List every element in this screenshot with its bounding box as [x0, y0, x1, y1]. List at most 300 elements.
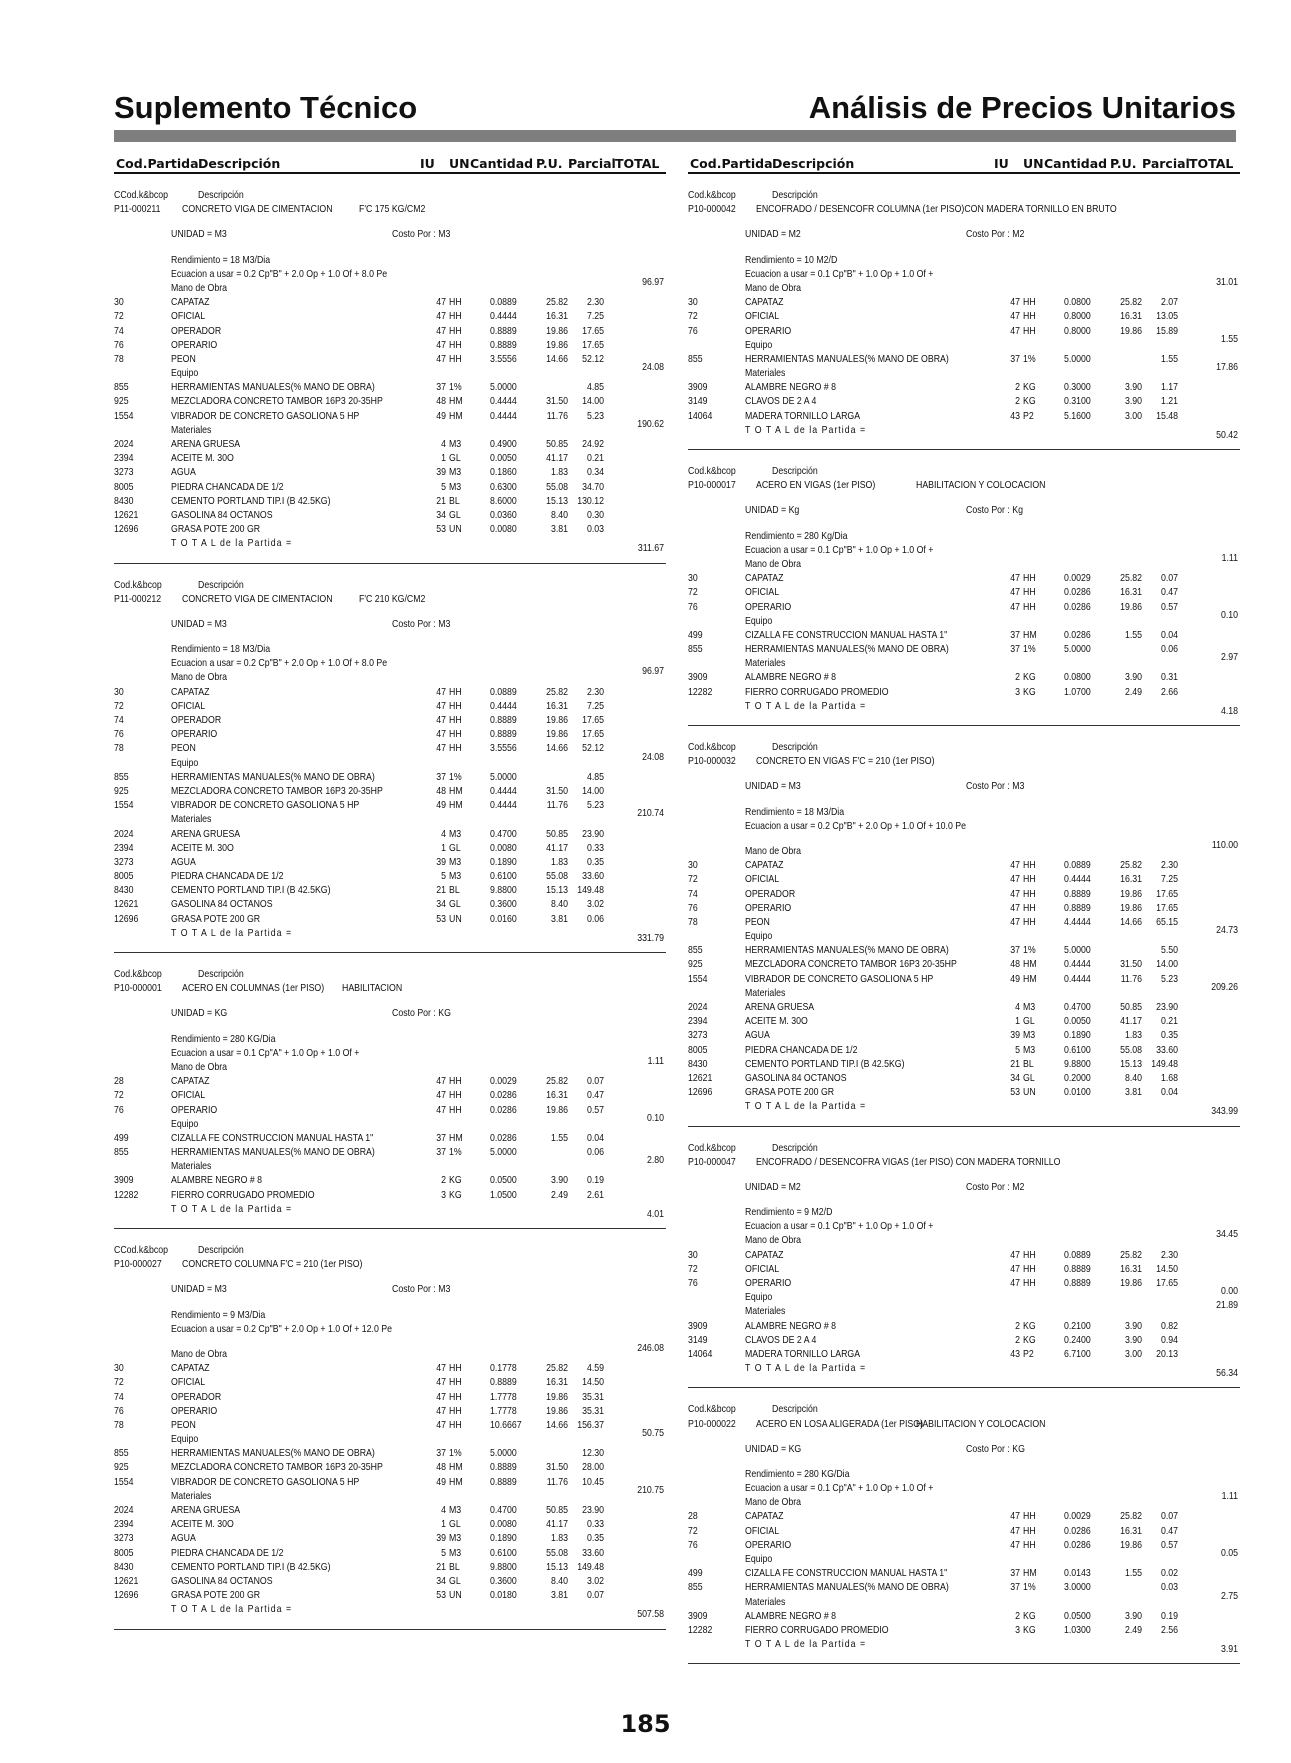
item-row — [688, 310, 1240, 324]
item-quantity: 5.0000 — [490, 771, 517, 783]
item-iu: 39 — [436, 467, 446, 479]
item-row — [688, 973, 1240, 987]
item-row — [114, 898, 666, 912]
item-iu: 49 — [436, 410, 446, 422]
item-code: 14064 — [688, 1348, 713, 1360]
partida-name: ACERO EN COLUMNAS (1er PISO) — [182, 983, 325, 995]
item-quantity: 0.8889 — [490, 1462, 517, 1474]
item-description: PIEDRA CHANCADA DE 1/2 — [171, 871, 284, 883]
item-row — [114, 1476, 666, 1490]
total-row — [114, 1603, 666, 1621]
partida-title-row — [114, 982, 666, 996]
item-quantity: 0.4444 — [490, 700, 517, 712]
item-unit: 1% — [449, 1147, 462, 1159]
left-column — [114, 148, 666, 1630]
ecuacion: Ecuacion a usar = 0.1 Cp"A" + 1.0 Op + 1.0 Of + — [745, 1483, 934, 1495]
item-partial: 10.45 — [582, 1476, 604, 1488]
item-description: VIBRADOR DE CONCRETO GASOLIONA 5 HP — [171, 410, 360, 422]
item-code: 28 — [114, 1076, 124, 1088]
item-unit-price: 55.08 — [1120, 1044, 1142, 1056]
item-iu: 48 — [436, 1462, 446, 1474]
item-code: 3273 — [114, 1533, 134, 1545]
item-description: CAPATAZ — [171, 1076, 210, 1088]
item-partial: 0.57 — [1160, 1539, 1178, 1551]
item-iu: 21 — [436, 1561, 446, 1573]
item-description: PIEDRA CHANCADA DE 1/2 — [171, 1547, 284, 1559]
total-row — [114, 537, 666, 555]
item-code: 499 — [688, 1568, 703, 1580]
item-code: 3909 — [688, 672, 708, 684]
group-header-row — [688, 276, 1240, 296]
item-unit-price: 16.31 — [1120, 1525, 1142, 1537]
item-description: OPERARIO — [171, 729, 218, 741]
right-column — [688, 148, 1240, 1664]
item-row — [114, 509, 666, 523]
group-header-row — [114, 276, 666, 296]
rendimiento: Rendimiento = 18 M3/Dia — [171, 254, 271, 266]
item-description: CEMENTO PORTLAND TIP.I (B 42.5KG) — [745, 1058, 905, 1070]
item-unit: HH — [449, 1104, 462, 1116]
partida-label-row — [114, 579, 666, 593]
item-quantity: 0.8889 — [1064, 1278, 1091, 1289]
group-name: Equipo — [171, 1118, 199, 1130]
item-quantity: 0.6100 — [1064, 1044, 1091, 1056]
item-code: 72 — [114, 1090, 124, 1102]
item-unit-price: 41.17 — [1120, 1016, 1142, 1028]
item-quantity: 0.4444 — [1064, 973, 1091, 985]
item-description: ARENA GRUESA — [171, 1505, 241, 1516]
group-name: Mano de Obra — [745, 845, 802, 857]
item-quantity: 0.8889 — [490, 339, 517, 351]
item-row — [114, 495, 666, 509]
item-description: GRASA POTE 200 GR — [171, 913, 261, 925]
unidad-text: UNIDAD = M3 — [171, 229, 227, 241]
item-quantity: 0.0160 — [490, 913, 517, 925]
item-description: HERRAMIENTAS MANUALES(% MANO DE OBRA) — [745, 644, 949, 656]
item-unit: HH — [1023, 888, 1036, 900]
item-description: PEON — [171, 743, 196, 755]
item-iu: 49 — [436, 1476, 446, 1488]
group-name: Materiales — [171, 1490, 212, 1502]
partida-total: 331.79 — [637, 932, 664, 944]
item-unit: GL — [449, 899, 461, 911]
item-row — [114, 325, 666, 339]
col-header-desc: Descripción — [198, 156, 281, 171]
item-unit-price: 25.82 — [1120, 297, 1142, 309]
item-description: GASOLINA 84 OCTANOS — [171, 509, 273, 521]
group-subtotal: 190.62 — [637, 418, 664, 430]
item-partial: 2.66 — [1160, 686, 1178, 698]
item-partial: 15.89 — [1156, 325, 1178, 337]
item-unit: HM — [449, 785, 463, 797]
item-unit: UN — [449, 1590, 462, 1602]
group-header-row — [688, 1286, 1240, 1305]
item-unit-price: 3.90 — [550, 1175, 568, 1187]
item-unit: GL — [1023, 1016, 1035, 1028]
item-unit-price: 3.90 — [1124, 672, 1142, 684]
item-partial: 0.21 — [586, 453, 604, 465]
col-header-un: UN — [1023, 156, 1044, 171]
item-quantity: 0.8889 — [490, 1476, 517, 1488]
spacer — [688, 174, 1240, 189]
item-code: 76 — [688, 601, 698, 613]
item-unit: HM — [449, 410, 463, 422]
item-code: 855 — [688, 945, 703, 957]
item-row — [688, 325, 1240, 339]
col-header-total: TOTAL — [615, 156, 660, 171]
item-code: 855 — [688, 644, 703, 656]
costo-por: Costo Por : M3 — [392, 618, 451, 630]
item-unit: HH — [449, 1363, 462, 1375]
group-header-row — [688, 1590, 1240, 1610]
item-description: ARENA GRUESA — [745, 1002, 815, 1013]
partida-label-row — [688, 189, 1240, 203]
spacer — [114, 1217, 666, 1228]
unidad-row — [688, 1443, 1240, 1457]
item-quantity: 0.8889 — [490, 325, 517, 337]
item-quantity: 0.8889 — [1064, 1263, 1091, 1275]
item-iu: 5 — [441, 481, 446, 493]
partida-total: 4.18 — [1220, 705, 1238, 717]
item-quantity: 0.0180 — [490, 1590, 517, 1602]
group-name: Equipo — [745, 339, 773, 351]
item-code: 76 — [688, 1278, 698, 1289]
item-iu: 47 — [1010, 601, 1020, 613]
item-code: 855 — [114, 771, 129, 783]
total-row — [688, 1362, 1240, 1380]
rendimiento: Rendimiento = 9 M2/D — [745, 1207, 833, 1219]
item-description: HERRAMIENTAS MANUALES(% MANO DE OBRA) — [745, 353, 949, 365]
group-name: Mano de Obra — [745, 558, 802, 570]
group-name: Equipo — [171, 757, 199, 769]
item-row — [688, 671, 1240, 685]
ecuacion-row — [114, 657, 666, 671]
item-code: 30 — [688, 860, 698, 872]
group-header-row — [688, 1548, 1240, 1567]
item-quantity: 9.8800 — [490, 1561, 517, 1573]
item-unit-price: 25.82 — [1120, 1249, 1142, 1261]
item-quantity: 0.3100 — [1064, 396, 1091, 408]
item-quantity: 0.4444 — [490, 800, 517, 812]
item-unit-price: 31.50 — [1120, 959, 1142, 971]
item-row — [114, 296, 666, 310]
item-unit: M3 — [449, 481, 462, 493]
spacer — [114, 1022, 666, 1033]
col-header-desc: Descripción — [772, 156, 855, 171]
item-iu: 21 — [436, 495, 446, 507]
item-code: 30 — [114, 297, 124, 309]
item-iu: 37 — [1010, 945, 1020, 957]
item-description: CLAVOS DE 2 A 4 — [745, 1334, 817, 1346]
partida-total: 50.42 — [1216, 429, 1238, 441]
item-description: CEMENTO PORTLAND TIP.I (B 42.5KG) — [171, 1561, 331, 1573]
item-unit: KG — [1023, 1610, 1036, 1622]
page-number: 185 — [620, 1710, 671, 1738]
group-subtotal: 31.01 — [1216, 276, 1238, 288]
group-name: Materiales — [745, 658, 786, 670]
item-unit-price: 1.83 — [550, 467, 568, 479]
item-iu: 1 — [441, 453, 446, 465]
item-iu: 1 — [1015, 1016, 1020, 1028]
item-quantity: 0.0889 — [1064, 860, 1091, 872]
item-quantity: 0.4444 — [490, 410, 517, 422]
unidad-text: UNIDAD = M3 — [171, 618, 227, 630]
item-partial: 1.68 — [1160, 1072, 1178, 1084]
item-unit-price: 8.40 — [550, 509, 568, 521]
item-unit: BL — [1023, 1058, 1034, 1070]
item-quantity: 5.0000 — [490, 1448, 517, 1460]
item-quantity: 0.4700 — [1064, 1002, 1091, 1013]
item-partial: 4.85 — [586, 382, 604, 394]
item-unit: P2 — [1023, 1348, 1034, 1360]
item-row — [688, 1263, 1240, 1277]
item-unit: HM — [1023, 959, 1037, 971]
item-unit: GL — [449, 842, 461, 854]
item-unit: HH — [449, 729, 462, 741]
item-unit: HH — [449, 311, 462, 323]
item-iu: 4 — [441, 1505, 446, 1516]
item-unit-price: 19.86 — [1120, 601, 1142, 613]
spacer — [114, 243, 666, 254]
group-header-row — [688, 1229, 1240, 1248]
item-partial: 0.06 — [1160, 644, 1178, 656]
item-code: 76 — [688, 325, 698, 337]
item-partial: 0.02 — [1160, 1568, 1178, 1580]
item-description: FIERRO CORRUGADO PROMEDIO — [745, 1624, 889, 1636]
item-unit-price: 19.86 — [546, 325, 568, 337]
item-partial: 7.25 — [586, 311, 604, 323]
item-quantity: 0.0500 — [490, 1175, 517, 1187]
item-unit: HM — [449, 1462, 463, 1474]
item-unit: GL — [449, 509, 461, 521]
item-description: OPERARIO — [745, 1539, 792, 1551]
item-iu: 37 — [436, 1132, 446, 1144]
item-code: 3273 — [114, 856, 134, 868]
item-unit-price: 25.82 — [546, 1076, 568, 1088]
item-row — [688, 916, 1240, 930]
spacer — [114, 174, 666, 189]
item-quantity: 0.1860 — [490, 467, 517, 479]
group-subtotal: 0.10 — [1220, 609, 1238, 621]
item-code: 2024 — [114, 439, 134, 450]
item-iu: 47 — [436, 325, 446, 337]
spacer — [114, 941, 666, 952]
item-code: 72 — [688, 1525, 698, 1537]
rendimiento: Rendimiento = 18 M3/Dia — [171, 644, 271, 656]
item-partial: 3.02 — [586, 899, 604, 911]
unidad-row — [688, 228, 1240, 242]
item-unit: HH — [1023, 297, 1036, 309]
item-partial: 33.60 — [582, 871, 604, 883]
item-partial: 23.90 — [582, 1505, 604, 1516]
item-row — [688, 1334, 1240, 1348]
item-iu: 53 — [436, 524, 446, 536]
item-code: 8005 — [688, 1044, 708, 1056]
item-partial: 35.31 — [582, 1405, 604, 1417]
item-description: OFICIAL — [745, 874, 780, 886]
rendimiento: Rendimiento = 280 KG/Dia — [745, 1468, 850, 1480]
group-name: Materiales — [745, 1306, 786, 1318]
total-row — [688, 700, 1240, 717]
item-row — [114, 1461, 666, 1475]
item-description: ACEITE M. 30O — [745, 1016, 808, 1028]
item-unit: M3 — [449, 439, 462, 450]
item-quantity: 0.3600 — [490, 1575, 517, 1587]
item-code: 12282 — [114, 1189, 139, 1201]
item-unit: HH — [449, 715, 462, 726]
item-unit: HH — [1023, 1539, 1036, 1551]
item-description: ALAMBRE NEGRO # 8 — [745, 672, 837, 684]
item-quantity: 0.4444 — [1064, 959, 1091, 971]
item-quantity: 0.0889 — [1064, 1249, 1091, 1261]
description-label: Descripción — [198, 579, 244, 591]
item-iu: 47 — [1010, 888, 1020, 900]
group-header-row — [688, 839, 1240, 859]
item-unit: 1% — [1023, 945, 1036, 957]
item-unit-price: 11.76 — [546, 410, 568, 422]
item-quantity: 8.6000 — [490, 495, 517, 507]
item-description: GASOLINA 84 OCTANOS — [745, 1072, 847, 1084]
spacer — [114, 552, 666, 563]
item-row — [688, 1510, 1240, 1524]
item-code: 925 — [114, 785, 129, 797]
item-row — [114, 785, 666, 799]
header-title-right: Análisis de Precios Unitarios — [808, 90, 1236, 125]
item-iu: 2 — [1015, 1320, 1020, 1332]
item-unit: HH — [449, 297, 462, 309]
group-name: Materiales — [745, 1596, 786, 1608]
partida-code-label: Cod.k&bcop — [688, 742, 736, 753]
item-partial: 0.47 — [586, 1090, 604, 1102]
item-code: 1554 — [114, 1476, 134, 1488]
item-description: CAPATAZ — [745, 573, 784, 585]
item-description: ARENA GRUESA — [171, 828, 241, 840]
description-label: Descripción — [772, 1142, 818, 1154]
item-iu: 47 — [1010, 1539, 1020, 1551]
group-header-row — [688, 925, 1240, 944]
item-quantity: 0.0889 — [490, 686, 517, 698]
item-quantity: 0.4444 — [1064, 874, 1091, 886]
item-iu: 21 — [436, 885, 446, 897]
item-partial: 2.30 — [586, 686, 604, 698]
item-partial: 1.55 — [1160, 353, 1178, 365]
item-unit-price: 3.90 — [1124, 1610, 1142, 1622]
item-code: 3909 — [688, 1320, 708, 1332]
item-iu: 48 — [1010, 959, 1020, 971]
item-quantity: 0.4700 — [490, 1505, 517, 1516]
item-code: 72 — [688, 587, 698, 599]
item-partial: 0.47 — [1160, 1525, 1178, 1537]
item-quantity: 0.0286 — [490, 1090, 517, 1102]
item-description: CAPATAZ — [171, 1363, 210, 1375]
item-partial: 0.33 — [586, 842, 604, 854]
partida-name: CONCRETO VIGA DE CIMENTACION — [182, 593, 333, 605]
item-unit-price: 2.49 — [1124, 686, 1142, 698]
item-code: 30 — [688, 573, 698, 585]
item-description: OFICIAL — [745, 1263, 780, 1275]
item-iu: 47 — [436, 686, 446, 698]
item-partial: 4.59 — [586, 1363, 604, 1375]
partida-code: P10-000042 — [688, 204, 736, 216]
item-unit-price: 16.31 — [1120, 1263, 1142, 1275]
item-unit-price: 25.82 — [546, 686, 568, 698]
item-iu: 5 — [1015, 1044, 1020, 1056]
page-header — [114, 90, 1236, 130]
item-quantity: 0.0286 — [1064, 587, 1091, 599]
partida-code: P11-000211 — [114, 204, 161, 216]
item-partial: 0.07 — [586, 1590, 604, 1602]
total-label: T O T A L de la Partida = — [171, 1604, 293, 1616]
item-unit: KG — [449, 1175, 462, 1187]
partida-block — [114, 953, 666, 1229]
item-partial: 33.60 — [1156, 1044, 1178, 1056]
item-partial: 4.85 — [586, 771, 604, 783]
group-subtotal: 110.00 — [1211, 839, 1238, 851]
item-description: PIEDRA CHANCADA DE 1/2 — [171, 481, 284, 493]
item-unit: M3 — [1023, 1044, 1036, 1056]
item-row — [688, 1539, 1240, 1553]
item-row — [114, 884, 666, 898]
item-description: HERRAMIENTAS MANUALES(% MANO DE OBRA) — [171, 771, 375, 783]
unidad-row — [114, 618, 666, 632]
group-subtotal: 34.45 — [1216, 1229, 1238, 1241]
item-row — [688, 395, 1240, 409]
group-subtotal: 246.08 — [637, 1342, 664, 1354]
item-description: VIBRADOR DE CONCRETO GASOLIONA 5 HP — [171, 1476, 360, 1488]
rendimiento-row — [114, 643, 666, 657]
item-iu: 3 — [441, 1189, 446, 1201]
item-unit: HH — [1023, 573, 1036, 585]
rendimiento: Rendimiento = 10 M2/D — [745, 254, 838, 266]
partida-block — [688, 726, 1240, 1127]
item-unit: HM — [1023, 973, 1037, 985]
group-subtotal: 17.86 — [1216, 362, 1238, 374]
item-unit-price: 3.00 — [1124, 1348, 1142, 1360]
item-partial: 2.30 — [1160, 1249, 1178, 1261]
group-subtotal: 0.05 — [1220, 1548, 1238, 1559]
item-partial: 14.50 — [582, 1377, 604, 1389]
item-unit: HH — [449, 339, 462, 351]
group-header-row — [688, 981, 1240, 1001]
item-description: OPERARIO — [745, 1278, 792, 1289]
item-unit: HH — [1023, 311, 1036, 323]
item-row — [688, 629, 1240, 643]
item-code: 855 — [114, 1448, 129, 1460]
item-iu: 2 — [1015, 672, 1020, 684]
item-description: OPERARIO — [745, 325, 792, 337]
spacer — [114, 953, 666, 968]
rendimiento: Rendimiento = 280 Kg/Dia — [745, 530, 848, 542]
group-subtotal: 2.75 — [1220, 1590, 1238, 1602]
item-quantity: 5.0000 — [1064, 945, 1091, 957]
item-unit-price: 14.66 — [546, 353, 568, 365]
item-code: 1554 — [114, 410, 134, 422]
item-iu: 21 — [1010, 1058, 1020, 1070]
item-unit-price: 25.82 — [1120, 860, 1142, 872]
item-iu: 43 — [1010, 1348, 1020, 1360]
item-partial: 0.57 — [1160, 601, 1178, 613]
group-header-row — [114, 1155, 666, 1174]
ecuacion: Ecuacion a usar = 0.1 Cp"B" + 1.0 Op + 1.0 Of + — [745, 268, 934, 280]
group-name: Mano de Obra — [171, 672, 228, 684]
col-header-pu: P.U. — [536, 156, 563, 171]
item-iu: 47 — [436, 715, 446, 726]
item-description: CEMENTO PORTLAND TIP.I (B 42.5KG) — [171, 495, 331, 507]
item-unit-price: 31.50 — [546, 785, 568, 797]
item-row — [114, 714, 666, 728]
item-row — [114, 438, 666, 452]
item-row — [114, 1532, 666, 1546]
